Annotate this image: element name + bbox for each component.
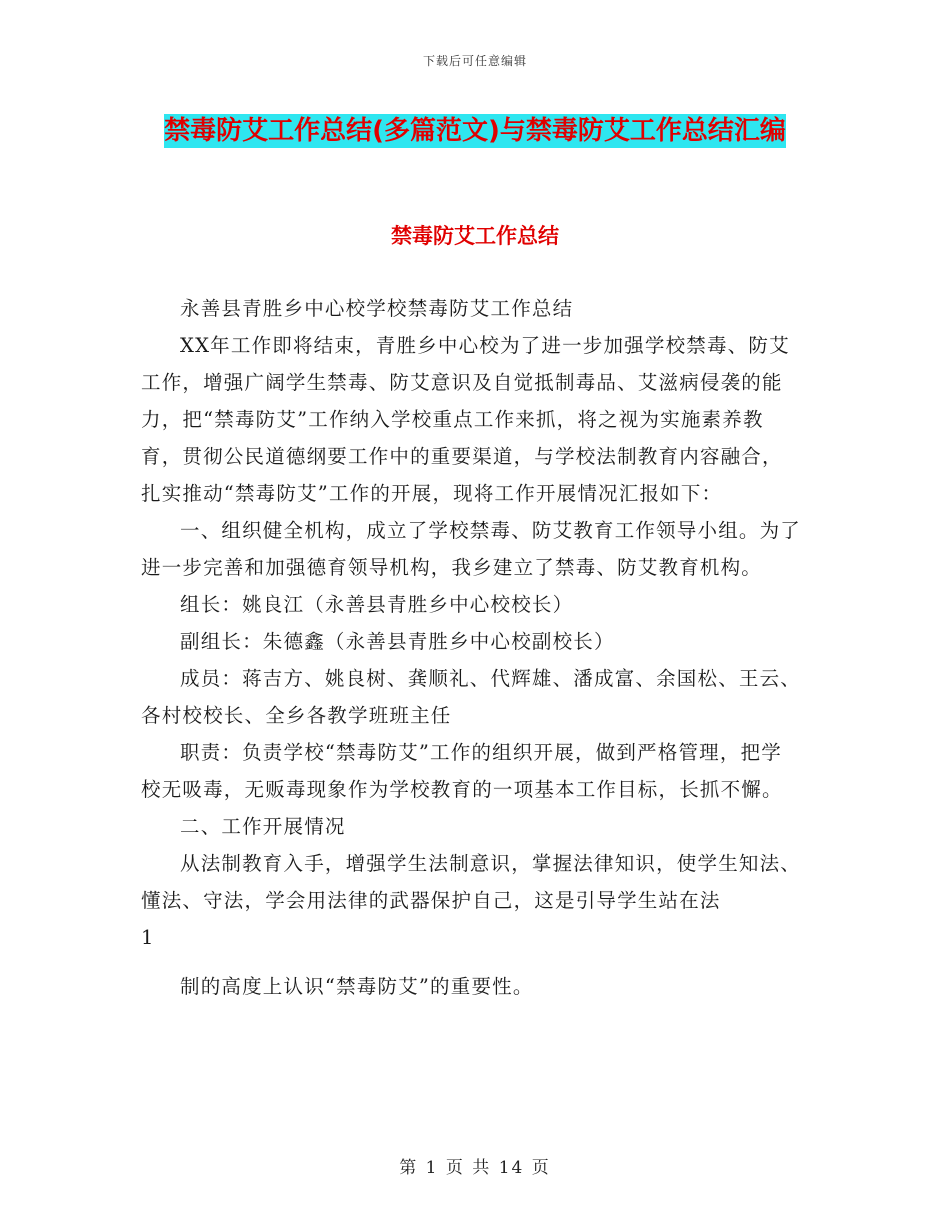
paragraph: 职责：负责学校“禁毒防艾”工作的组织开展，做到严格管理，把学校无吸毒，无贩毒现象作为学校教育的一项基本工作目标，长抓不懈。 xyxy=(141,741,783,801)
paragraph-subtitle: 永善县青胜乡中心校学校禁毒防艾工作总结 xyxy=(180,297,574,320)
inline-page-number: 1 xyxy=(141,926,155,949)
document-title-text: 禁毒防艾工作总结(多篇范文)与禁毒防艾工作总结汇编 xyxy=(164,116,786,146)
paragraph: 从法制教育入手，增强学生法制意识，掌握法律知识，使学生知法、懂法、守法，学会用法律的武器保护自己，这是引导学生站在法 xyxy=(141,852,802,912)
paragraph: XX年工作即将结束，青胜乡中心校为了进一步加强学校禁毒、防艾工作，增强广阔学生禁毒、防艾意识及自觉抵制毒品、艾滋病侵袭的能力，把“禁毒防艾”工作纳入学校重点工作来抓，将之视为实施素养教育，贯彻公民道德纲要工作中的重要渠道，与学校法制教育内容融合，扎实推动“禁毒防艾”工作的开展，现将工作开展情况汇报如下： xyxy=(141,334,790,505)
paragraph: 组长：姚良江（永善县青胜乡中心校校长） xyxy=(180,593,574,616)
page-footer: 第 1 页 共 14 页 xyxy=(399,1158,551,1178)
section-title: 禁毒防艾工作总结 xyxy=(391,224,559,248)
document-body xyxy=(141,290,801,1005)
paragraph: 制的高度上认识“禁毒防艾”的重要性。 xyxy=(180,975,534,998)
paragraph: 二、工作开展情况 xyxy=(180,815,346,838)
header-note: 下载后可任意编辑 xyxy=(422,54,527,68)
paragraph: 成员：蒋吉方、姚良树、龚顺礼、代辉雄、潘成富、余国松、王云、各村校校长、全乡各教学班班主任 xyxy=(141,667,802,727)
document-title xyxy=(140,108,810,154)
paragraph: 副组长：朱德鑫（永善县青胜乡中心校副校长） xyxy=(180,630,615,653)
paragraph: 一、组织健全机构，成立了学校禁毒、防艾教育工作领导小组。为了进一步完善和加强德育领导机构，我乡建立了禁毒、防艾教育机构。 xyxy=(141,519,802,579)
